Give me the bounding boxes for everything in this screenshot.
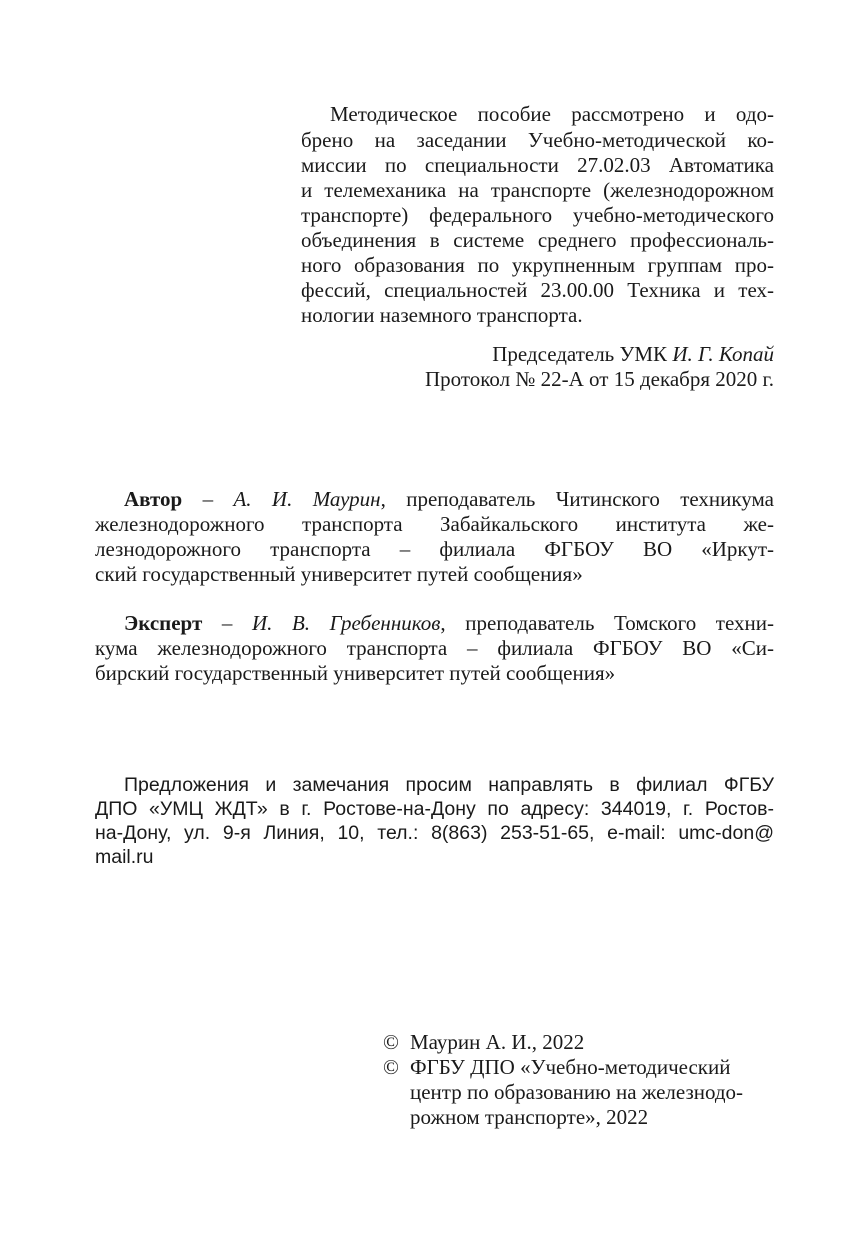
contacts-line: ДПО «УМЦ ЖДТ» в г. Ростове-на-Дону по адресу: 344019, г. Ростов-: [95, 798, 774, 820]
author-text: , преподаватель Читинского техникума: [380, 487, 774, 511]
approval-line: фессий, специальностей 23.00.00 Техника и тех-: [301, 278, 774, 302]
chair-name: И. Г. Копай: [672, 342, 774, 366]
approval-line: Методическое пособие рассмотрено и одо-: [330, 102, 774, 126]
copyright-symbol: ©: [383, 1055, 399, 1079]
chair-line: [301, 342, 774, 367]
contacts-line: Предложения и замечания просим направлять в филиал ФГБУ: [124, 774, 774, 796]
contacts-line: на-Дону, ул. 9-я Линия, 10, тел.: 8(863) 253-51-65, e-mail: umc-don@: [95, 822, 774, 844]
author-line: лезнодорожного транспорта – филиала ФГБОУ ВО «Иркут-: [95, 537, 774, 561]
copyright-line: рожном транспорте», 2022: [410, 1105, 649, 1129]
approval-line: ного образования по укрупненным группам про-: [301, 253, 774, 277]
copyright-line: центр по образованию на железнодо-: [410, 1080, 744, 1104]
author-name: А. И. Маурин: [233, 487, 381, 511]
expert-line: бирский государственный университет путей сообщения»: [95, 661, 616, 685]
approval-line: объединения в системе среднего профессиональ-: [301, 228, 774, 252]
approval-line: миссии по специальности 27.02.03 Автоматика: [301, 153, 774, 177]
copyright-symbol: ©: [383, 1030, 399, 1054]
author-role: Автор: [124, 487, 183, 511]
author-dash: –: [182, 487, 234, 511]
expert-role: Эксперт: [124, 611, 203, 635]
copyright-line: ФГБУ ДПО «Учебно-методический: [410, 1055, 731, 1079]
protocol-line: Протокол № 22-А от 15 декабря 2020 г.: [424, 367, 774, 391]
approval-line: транспорте) федерального учебно-методического: [301, 203, 774, 227]
approval-line: и телемеханика на транспорте (железнодорожном: [301, 178, 774, 202]
expert-dash: –: [202, 611, 252, 635]
expert-text: , преподаватель Томского техни-: [440, 611, 774, 635]
chair-label: Председатель УМК: [492, 342, 673, 366]
approval-line: нологии наземного транспорта.: [301, 303, 583, 327]
contacts-line: mail.ru: [95, 846, 154, 868]
approval-line: брено на заседании Учебно-методической ко-: [301, 128, 774, 152]
author-line: [124, 487, 774, 512]
expert-line: кума железнодорожного транспорта – филиала ФГБОУ ВО «Си-: [95, 636, 774, 660]
expert-line: [124, 611, 774, 636]
copyright-line: Маурин А. И., 2022: [410, 1030, 585, 1054]
author-line: ский государственный университет путей сообщения»: [95, 562, 583, 586]
expert-name: И. В. Гребенников: [251, 611, 441, 635]
author-line: железнодорожного транспорта Забайкальского института же-: [95, 512, 774, 536]
